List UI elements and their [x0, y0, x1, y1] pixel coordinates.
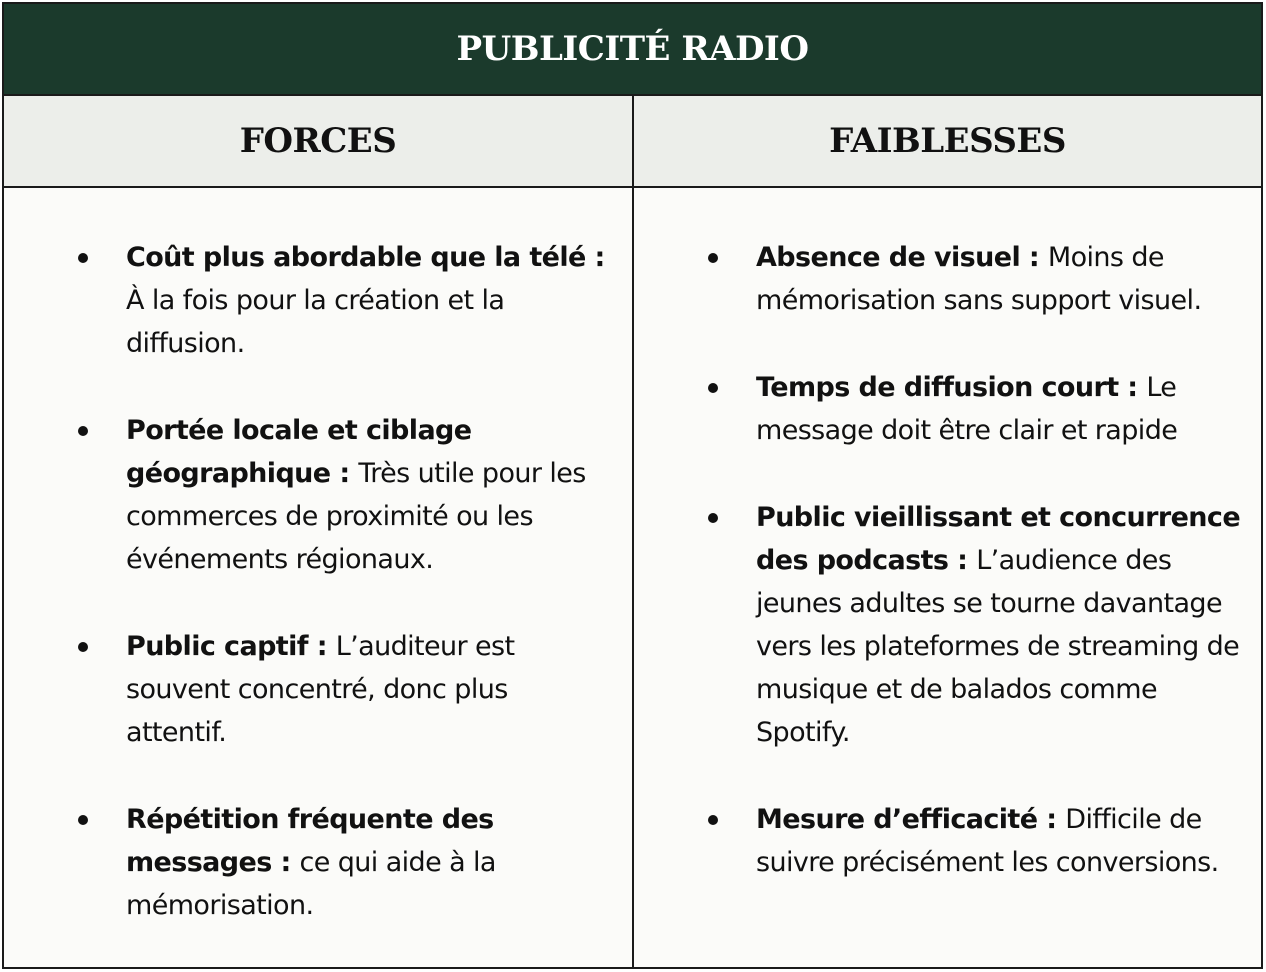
forces-cell — [4, 188, 634, 967]
item-label: Mesure d’efficacité : — [756, 804, 1066, 835]
list-item — [70, 409, 610, 581]
item-label: Portée locale et ciblage géographique : — [126, 415, 472, 489]
item-text: Le message doit être clair et rapide — [756, 372, 1178, 446]
faiblesses-list — [700, 236, 1250, 884]
item-text: ce qui aide à la mémorisation. — [126, 847, 496, 921]
item-text: À la fois pour la création et la diffusion. — [126, 285, 505, 359]
item-label: Public captif : — [126, 631, 336, 662]
bullet-icon — [78, 642, 88, 652]
item-text: L’auditeur est souvent concentré, donc plus attentif. — [126, 631, 515, 748]
list-item — [700, 236, 1250, 322]
forces-list — [70, 236, 610, 927]
bullet-icon — [708, 383, 718, 393]
bullet-icon — [78, 815, 88, 825]
list-item — [70, 625, 610, 754]
list-item — [70, 236, 610, 365]
faiblesses-cell — [634, 188, 1261, 967]
faiblesses-header: FAIBLESSES — [829, 121, 1066, 161]
pros-cons-table — [2, 2, 1263, 969]
item-label: Public vieillissant et concurrence des podcasts : — [756, 502, 1241, 576]
bullet-icon — [78, 426, 88, 436]
item-label: Coût plus abordable que la télé : — [126, 242, 605, 273]
list-item — [70, 798, 610, 927]
item-text: Très utile pour les commerces de proximité ou les événements régionaux. — [126, 458, 586, 575]
forces-header: FORCES — [4, 96, 634, 186]
item-label: Absence de visuel : — [756, 242, 1048, 273]
bullet-icon — [708, 253, 718, 263]
item-label: Répétition fréquente des messages : — [126, 804, 494, 878]
bullet-icon — [708, 815, 718, 825]
header-row — [4, 96, 1261, 188]
bullet-icon — [708, 513, 718, 523]
list-item — [700, 496, 1250, 754]
list-item — [700, 798, 1250, 884]
body-row — [4, 188, 1261, 967]
title-row — [4, 4, 1261, 96]
table-title: PUBLICITÉ RADIO — [456, 29, 809, 69]
item-text: L’audience des jeunes adultes se tourne davantage vers les plateformes de streaming de musique et de balados comme Spotify. — [756, 545, 1240, 748]
item-text: Moins de mémorisation sans support visuel. — [756, 242, 1202, 316]
list-item — [700, 366, 1250, 452]
item-text: Difficile de suivre précisément les conversions. — [756, 804, 1219, 878]
bullet-icon — [78, 253, 88, 263]
item-label: Temps de diffusion court : — [756, 372, 1147, 403]
